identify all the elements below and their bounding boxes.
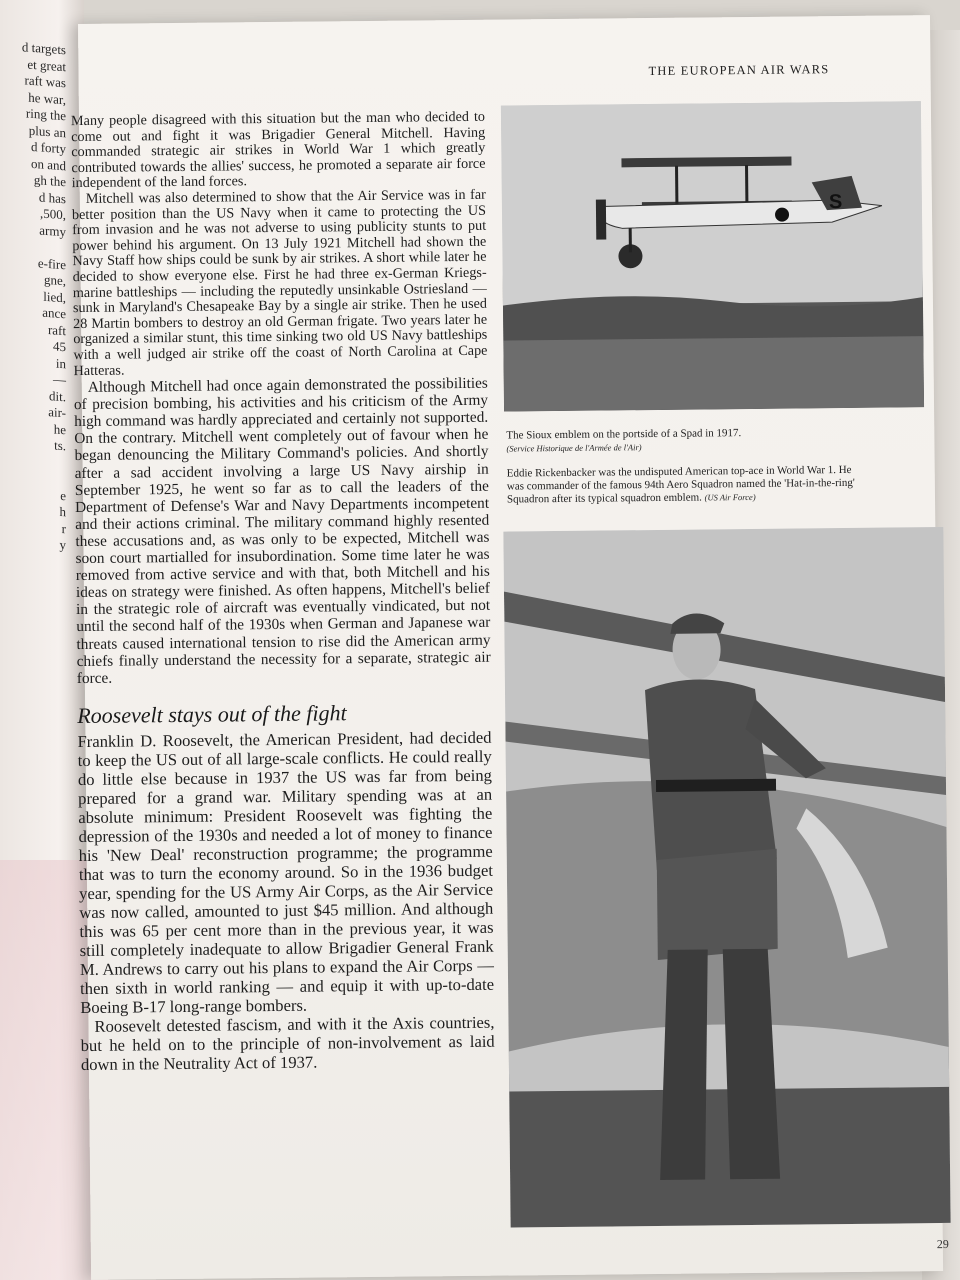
left-page-line: he war,: [28, 89, 66, 107]
left-page-line: dit.: [49, 387, 66, 404]
left-page-line: ring the: [25, 105, 66, 124]
paragraph: Roosevelt detested fascism, and with it the Axis countries, but he held on to the principle of non-involvement as laid down in the Neutrality Act of 1937.: [80, 1012, 495, 1075]
left-page-line: air-: [48, 404, 66, 421]
caption-text: Eddie Rickenbacker was the undisputed American top-ace in World War 1. He was commander of the famous 94th Aero Squadron named the 'Hat-in-the-ring' Squadron after its typical squadron emblem.: [506, 463, 855, 506]
spad-biplane-illustration: [501, 101, 924, 411]
left-page-line: r: [61, 520, 66, 536]
left-page-line: y: [59, 536, 66, 553]
aviator-photo: [503, 527, 950, 1228]
running-head: THE EUROPEAN AIR WARS: [648, 62, 830, 79]
photo-caption-2: [507, 464, 871, 507]
left-page-line: e-fire: [37, 254, 66, 272]
left-page-line: army: [39, 221, 66, 239]
left-page-line: 45: [53, 338, 66, 355]
page-number: 29: [936, 1236, 949, 1252]
left-page-line: in: [55, 355, 66, 371]
section-heading: Roosevelt stays out of the fight: [77, 700, 347, 728]
left-page-line: lied,: [43, 288, 66, 305]
left-page-line: raft: [47, 321, 66, 338]
paragraph: Although Mitchell had once again demonstrated the possibilities of precision bombing, his activities and his criticism of the Army high command was hardly appreciated and certainly not supported. On the contrary. Mitchell went completely out of favour when he began denouncing the Military Command's policies. And shortly after a sad accident involving a large US Navy airship in September 1925, he went so far as to call the leaders of the Department of Defense's War and Navy Departments incompetent and their actions criminal. The military command highly resented these accusations and, as was only to be expected, Mitchell was soon court martialled for insubordination. Some time later he was removed from active service and with that, both Mitchell and his ideas on strategy were finished. As often happens, Mitchell's belief in the strategic role of aircraft was eventually vindicated, but not until the second half of the 1930s when German and Japanese war threats caused international tension to rise did the American army chiefs finally understand the necessity for a separate, strategic air force.: [73, 374, 491, 687]
left-page-line: [0, 467, 66, 472]
aircraft-marking: S: [828, 191, 843, 214]
left-page-line: gh the: [33, 172, 66, 190]
left-page-line: ,500,: [40, 205, 66, 223]
paragraph: Many people disagreed with this situation but the man who decided to come out and fight it was Brigadier General Mitchell. Having commanded strategic air strikes in World War 1 which greatly contributed towards the allies' success, he promoted a separate air force independent of the land forces.: [70, 108, 486, 192]
caption-text: The Sioux emblem on the portside of a Spad in 1917.: [506, 427, 742, 442]
text-column: [71, 110, 495, 1074]
left-page-line: on and: [30, 155, 66, 173]
left-page-line: d has: [38, 188, 66, 206]
left-page-line: ts.: [54, 437, 66, 454]
paragraph: Mitchell was also determined to show that the Air Service was in far better position than the US Navy when it came to protecting the US from invasion and he was not adverse to using publicity stunts to put power behind his argument. On 13 July 1921 Mitchell had shown the Navy Staff how ships could be sunk by air strikes. A short while later he decided to show everyone else. First he had three ex-German Kriegs-marine battleships — including the reputedly unsinkable Ostriesland — sunk in Maryland's Chesapeake Bay by a single air strike. Then he used 28 Martin bombers to destroy an old German frigate. Two years later he organized a similar stunt, this time sinking two old US Navy battleships with a well judged air strike off the coast of North Carolina at Cape Hatteras.: [71, 186, 488, 379]
left-page-line: gne,: [43, 271, 66, 289]
left-page-line: e: [60, 487, 66, 503]
paragraph: Franklin D. Roosevelt, the American President, had decided to keep the US out of all large-scale conflicts. He could really do little else because in 1937 the US was far from being prepared for a grand war. Military spending was at an absolute minimum: President Roosevelt was fighting the depression of the 1930s and needed a lot of money to finance his 'New Deal' reconstruction programme; the programme that was to turn the economy around. So in the 1936 budget year, spending for the US Army Air Corps, as the Air Service was now called, amounted to just $45 million. And although this was 65 per cent more than in the previous year, it was still completely inadequate to allow Brigadier General Frank M. Andrews to carry out his plans to expand the Air Corps — then sixth in world ranking — and equip it with up-to-date Boeing B-17 long-range bombers.: [77, 727, 495, 1018]
left-page-line: d forty: [30, 138, 66, 157]
photo-caption-1: [506, 425, 926, 455]
left-page-line: d targets: [21, 39, 66, 58]
aviator-illustration: [503, 527, 950, 1228]
left-page-line: et great: [27, 56, 66, 74]
left-page-line: ance: [42, 304, 66, 322]
left-page-line: raft was: [24, 72, 66, 91]
book-page: [70, 15, 949, 1280]
left-page-line: —: [53, 371, 66, 388]
photo-credit: (Service Historique de l'Armée de l'Air): [506, 442, 642, 454]
left-page-line: he: [53, 420, 66, 437]
left-page-line: h: [59, 503, 66, 520]
biplane-photo: [501, 101, 924, 411]
photo-credit: (US Air Force): [704, 491, 756, 503]
left-page-line: plus an: [28, 122, 66, 140]
